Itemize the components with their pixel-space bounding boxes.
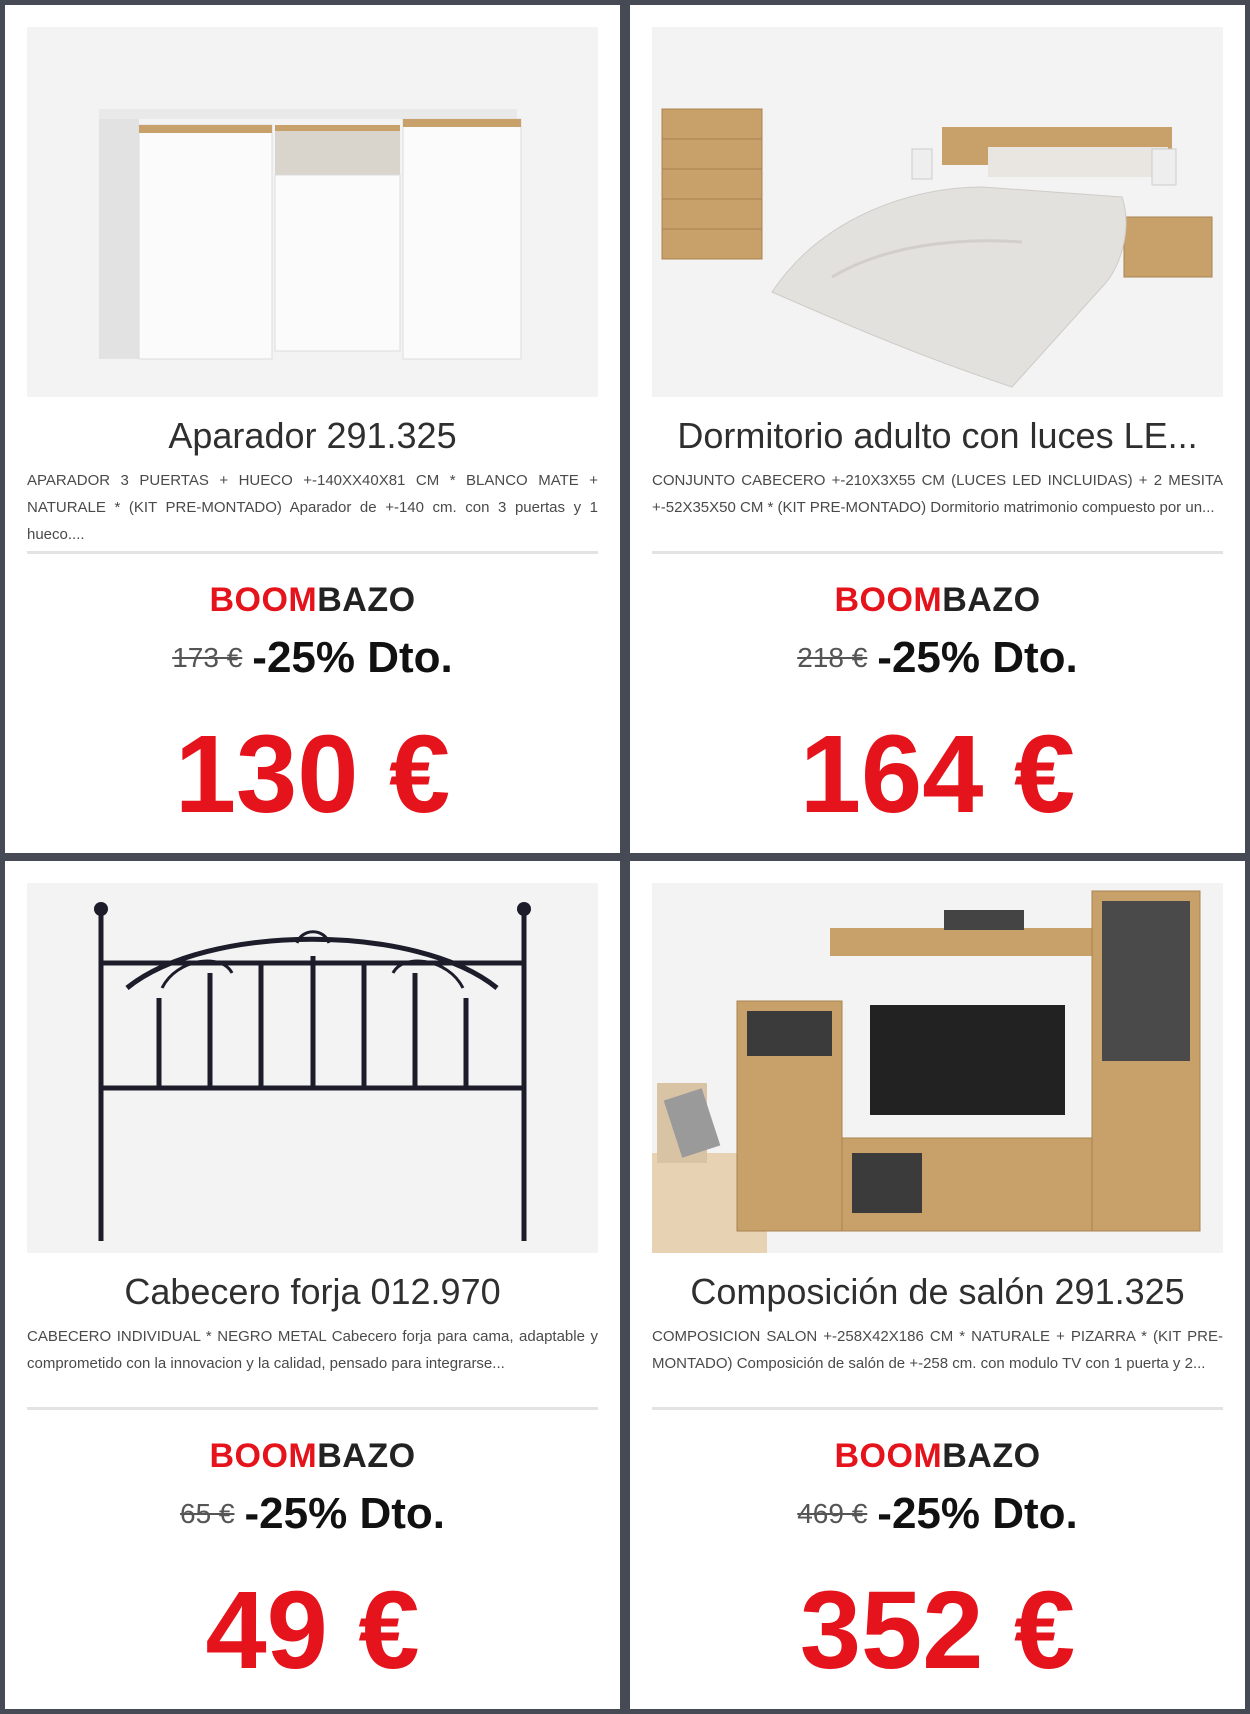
product-card[interactable] [630, 861, 1245, 1709]
brand-logo-red: BOOM [834, 581, 943, 619]
sale-price: 352 € [799, 1569, 1076, 1692]
product-description: APARADOR 3 PUERTAS + HUECO +-140XX40X81 CM * BLANCO MATE + NATURALE * (KIT PRE-MONTADO) Aparador de +-140 cm. con 3 puertas y 1 hueco.... [27, 472, 598, 543]
headboard-image[interactable] [27, 883, 598, 1253]
product-card[interactable] [630, 5, 1245, 853]
brand-logo [5, 1437, 620, 1476]
brand-logo-red: BOOM [834, 1437, 943, 1475]
bedroom-illustration [652, 27, 1223, 397]
price-line [5, 1489, 620, 1539]
discount-label: -25% Dto. [877, 1489, 1078, 1538]
sideboard-illustration [27, 27, 598, 397]
bedroom-image[interactable] [652, 27, 1223, 397]
old-price: 218 € [797, 642, 868, 673]
headboard-illustration [27, 883, 598, 1253]
product-description: CONJUNTO CABECERO +-210X3X55 CM (LUCES LED INCLUIDAS) + 2 MESITA +-52X35X50 CM * (KIT PRE-MONTADO) Dormitorio matrimonio compuesto por un... [652, 472, 1223, 516]
sale-price: 49 € [205, 1569, 420, 1692]
brand-logo [630, 1437, 1245, 1476]
price-line [630, 1489, 1245, 1539]
brand-logo-dark: BAZO [942, 1437, 1041, 1475]
divider [652, 1407, 1223, 1410]
price-line [5, 633, 620, 683]
price-line [630, 633, 1245, 683]
living-room-illustration [652, 883, 1223, 1253]
discount-label: -25% Dto. [252, 633, 453, 682]
old-price: 173 € [172, 642, 243, 673]
brand-logo-dark: BAZO [317, 581, 416, 619]
sale-price: 130 € [174, 713, 451, 836]
product-card[interactable] [5, 5, 620, 853]
brand-logo [5, 581, 620, 620]
discount-label: -25% Dto. [877, 633, 1078, 682]
brand-logo [630, 581, 1245, 620]
living-room-image[interactable] [652, 883, 1223, 1253]
product-description: COMPOSICION SALON +-258X42X186 CM * NATURALE + PIZARRA * (KIT PRE-MONTADO) Composición de salón de +-258 cm. con modulo TV con 1 puerta y 2... [652, 1328, 1223, 1372]
old-price: 65 € [180, 1498, 235, 1529]
product-title[interactable]: Dormitorio adulto con luces LE... [677, 415, 1198, 456]
discount-label: -25% Dto. [244, 1489, 445, 1538]
old-price: 469 € [797, 1498, 868, 1529]
sideboard-image[interactable] [27, 27, 598, 397]
product-card[interactable] [5, 861, 620, 1709]
product-title[interactable]: Aparador 291.325 [168, 415, 457, 456]
brand-logo-red: BOOM [209, 1437, 318, 1475]
sale-price: 164 € [799, 713, 1076, 836]
brand-logo-red: BOOM [209, 581, 318, 619]
divider [652, 551, 1223, 554]
divider [27, 1407, 598, 1410]
brand-logo-dark: BAZO [317, 1437, 416, 1475]
product-title[interactable]: Cabecero forja 012.970 [124, 1271, 501, 1312]
product-description: CABECERO INDIVIDUAL * NEGRO METAL Cabecero forja para cama, adaptable y comprometido con la innovacion y la calidad, pensado para integrarse... [27, 1328, 598, 1372]
divider [27, 551, 598, 554]
product-title[interactable]: Composición de salón 291.325 [690, 1271, 1185, 1312]
brand-logo-dark: BAZO [942, 581, 1041, 619]
